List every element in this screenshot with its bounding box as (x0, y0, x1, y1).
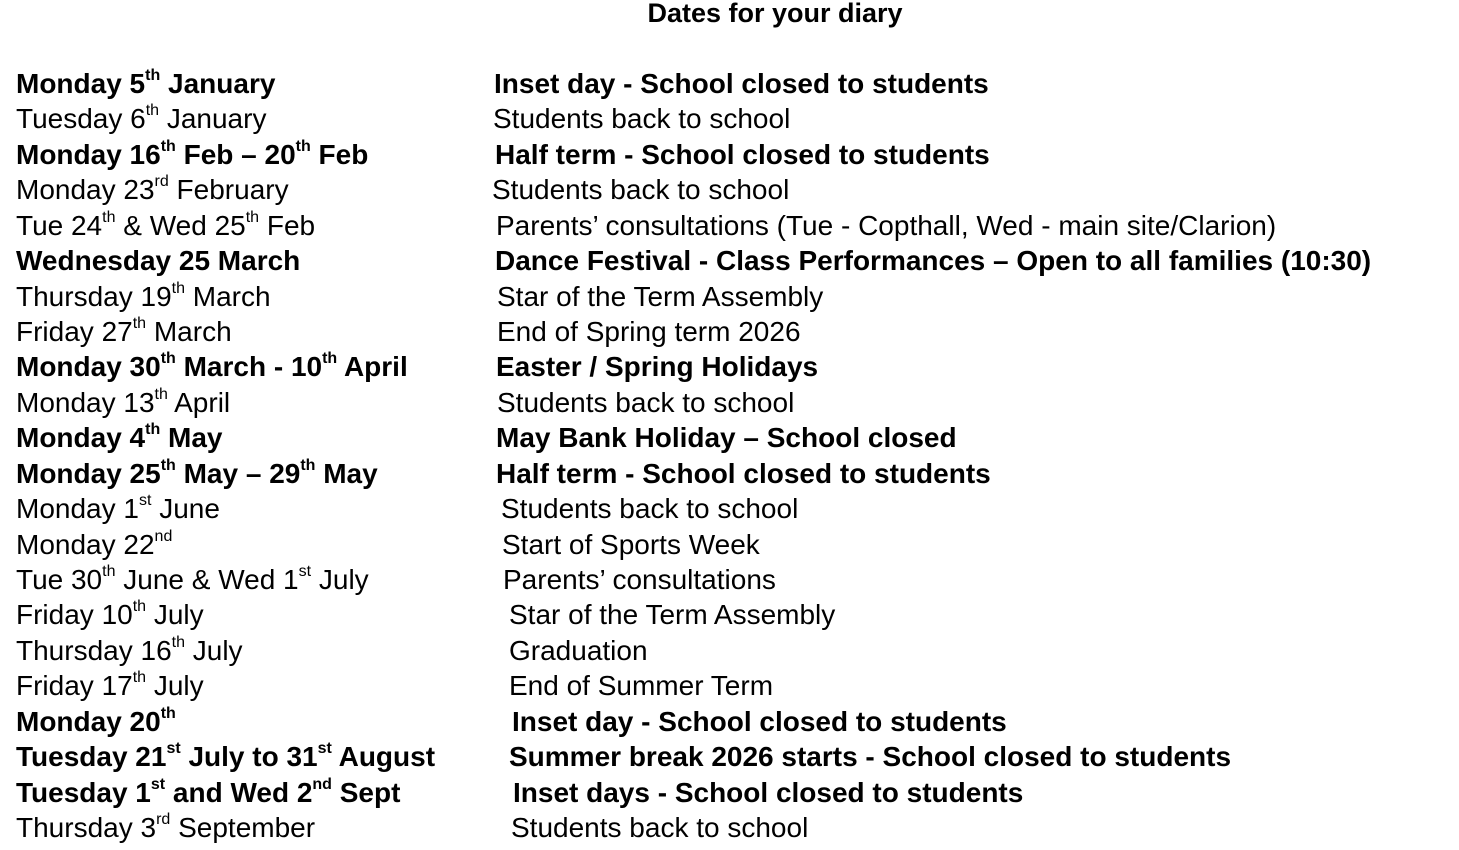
date-text: April (167, 387, 231, 418)
diary-row (0, 633, 1459, 668)
date-text: Friday 10 (16, 599, 133, 630)
date-text: Monday 22 (16, 529, 155, 560)
diary-date (16, 243, 300, 278)
date-text: Tuesday 6 (16, 103, 146, 134)
diary-date (16, 349, 408, 384)
date-ordinal-suffix: th (132, 597, 147, 615)
diary-event: Students back to school (511, 812, 809, 843)
diary-row (0, 208, 1459, 243)
date-text: Monday 1 (16, 493, 139, 524)
diary-event: Students back to school (501, 493, 799, 524)
diary-row (0, 385, 1459, 420)
date-text: Monday 4 (16, 422, 146, 453)
diary-date (16, 385, 230, 420)
date-ordinal-suffix: th (295, 137, 311, 155)
date-ordinal-suffix: th (145, 66, 161, 84)
date-ordinal-suffix: th (102, 562, 116, 580)
diary-date (16, 420, 223, 455)
diary-event: Half term - School closed to students (496, 458, 991, 489)
date-ordinal-suffix: st (298, 562, 312, 580)
date-text: Tue 30 (16, 564, 103, 595)
date-ordinal-suffix: nd (154, 527, 173, 545)
date-text: & Wed 25 (115, 210, 246, 241)
date-ordinal-suffix: th (245, 208, 260, 226)
date-text: September (170, 812, 316, 843)
date-text: June (151, 493, 220, 524)
diary-row (0, 349, 1459, 384)
date-text: Monday 5 (16, 68, 146, 99)
diary-row (0, 137, 1459, 172)
diary-date (16, 775, 400, 810)
diary-row (0, 491, 1459, 526)
date-ordinal-suffix: th (154, 385, 168, 403)
diary-date (16, 172, 289, 207)
diary-date (16, 208, 315, 243)
diary-row (0, 420, 1459, 455)
date-ordinal-suffix: st (150, 775, 166, 793)
diary-date (16, 633, 243, 668)
date-text: Wednesday 25 March (16, 245, 301, 276)
diary-date (16, 314, 232, 349)
diary-event: May Bank Holiday – School closed (496, 422, 957, 453)
date-text: Tuesday 1 (16, 777, 151, 808)
diary-event: Star of the Term Assembly (497, 281, 824, 312)
date-text: August (331, 741, 436, 772)
date-text: May (160, 422, 223, 453)
date-text: July (184, 635, 243, 666)
diary-date (16, 101, 266, 136)
diary-row (0, 66, 1459, 101)
page-title: Dates for your diary (647, 0, 903, 28)
date-text: July (146, 670, 204, 701)
diary-row (0, 562, 1459, 597)
date-text: April (337, 351, 408, 382)
date-ordinal-suffix: th (102, 208, 116, 226)
date-text: January (159, 103, 267, 134)
date-ordinal-suffix: rd (154, 172, 169, 190)
diary-row (0, 739, 1459, 774)
date-text: March (146, 316, 232, 347)
date-ordinal-suffix: nd (312, 775, 332, 793)
date-text: Monday 23 (16, 174, 155, 205)
date-ordinal-suffix: st (166, 739, 181, 757)
diary-date (16, 279, 271, 314)
diary-date (16, 597, 204, 632)
diary-row (0, 597, 1459, 632)
diary-date (16, 456, 378, 491)
diary-date (16, 704, 176, 739)
diary-row (0, 775, 1459, 810)
date-text: Monday 25 (16, 458, 161, 489)
diary-event: Graduation (509, 635, 648, 666)
diary-event: Star of the Term Assembly (509, 599, 836, 630)
date-ordinal-suffix: th (160, 137, 176, 155)
date-text: Sept (331, 777, 401, 808)
diary-row (0, 172, 1459, 207)
diary-event: Students back to school (492, 174, 790, 205)
diary-event: Students back to school (497, 387, 795, 418)
diary-row (0, 668, 1459, 703)
diary-row (0, 704, 1459, 739)
date-text: Monday 30 (16, 351, 161, 382)
diary-event: End of Spring term 2026 (497, 316, 801, 347)
date-ordinal-suffix: th (171, 633, 185, 651)
diary-row (0, 810, 1459, 845)
date-text: Tuesday 21 (16, 741, 167, 772)
date-text: February (168, 174, 289, 205)
diary-row (0, 279, 1459, 314)
diary-row (0, 243, 1459, 278)
diary-date (16, 491, 220, 526)
date-text: Feb (310, 139, 369, 170)
date-text: Thursday 3 (16, 812, 157, 843)
diary-date (16, 668, 204, 703)
date-ordinal-suffix: th (160, 349, 176, 367)
date-text: Thursday 19 (16, 281, 172, 312)
date-ordinal-suffix: th (145, 420, 161, 438)
date-text: Friday 27 (16, 316, 133, 347)
date-text: Monday 20 (16, 706, 161, 737)
date-ordinal-suffix: th (160, 456, 176, 474)
diary-row (0, 101, 1459, 136)
date-text: May (315, 458, 378, 489)
diary-date (16, 66, 275, 101)
date-text: July to 31 (180, 741, 318, 772)
diary-event: Parents’ consultations (503, 564, 776, 595)
date-text: Tue 24 (16, 210, 103, 241)
date-text: Thursday 16 (16, 635, 172, 666)
diary-date (16, 527, 172, 562)
diary-event: End of Summer Term (509, 670, 774, 701)
date-text: January (160, 68, 276, 99)
date-ordinal-suffix: th (322, 349, 338, 367)
diary-event: Students back to school (493, 103, 791, 134)
date-text: July (146, 599, 204, 630)
date-text: March (184, 281, 271, 312)
diary-event: Easter / Spring Holidays (496, 351, 819, 382)
date-ordinal-suffix: th (160, 704, 176, 722)
date-text: Feb (259, 210, 316, 241)
date-ordinal-suffix: th (171, 279, 185, 297)
date-text: and Wed 2 (165, 777, 313, 808)
date-text: March - 10 (175, 351, 323, 382)
date-ordinal-suffix: th (132, 314, 147, 332)
date-text: May – 29 (175, 458, 301, 489)
date-ordinal-suffix: rd (156, 810, 171, 828)
date-ordinal-suffix: st (317, 739, 332, 757)
date-ordinal-suffix: st (138, 491, 152, 509)
diary-event: Inset day - School closed to students (512, 706, 1007, 737)
date-text: Monday 16 (16, 139, 161, 170)
diary-date (16, 137, 368, 172)
date-text: Friday 17 (16, 670, 133, 701)
diary-date (16, 739, 435, 774)
date-ordinal-suffix: th (132, 668, 147, 686)
date-ordinal-suffix: th (300, 456, 316, 474)
date-ordinal-suffix: th (145, 101, 160, 119)
diary-event: Parents’ consultations (Tue - Copthall, Wed - main site/Clarion) (496, 210, 1277, 241)
diary-date (16, 810, 315, 845)
diary-row (0, 314, 1459, 349)
diary-event: Summer break 2026 starts - School closed to students (509, 741, 1232, 772)
diary-event: Inset days - School closed to students (513, 777, 1024, 808)
date-text: June & Wed 1 (115, 564, 299, 595)
diary-row (0, 456, 1459, 491)
diary-row (0, 527, 1459, 562)
diary-date (16, 562, 369, 597)
diary-event: Start of Sports Week (502, 529, 760, 560)
date-text: Feb – 20 (175, 139, 296, 170)
diary-event: Inset day - School closed to students (494, 68, 989, 99)
diary-event: Dance Festival - Class Performances – Open to all families (10:30) (495, 245, 1372, 276)
date-text: July (311, 564, 369, 595)
date-text: Monday 13 (16, 387, 155, 418)
diary-event: Half term - School closed to students (495, 139, 990, 170)
